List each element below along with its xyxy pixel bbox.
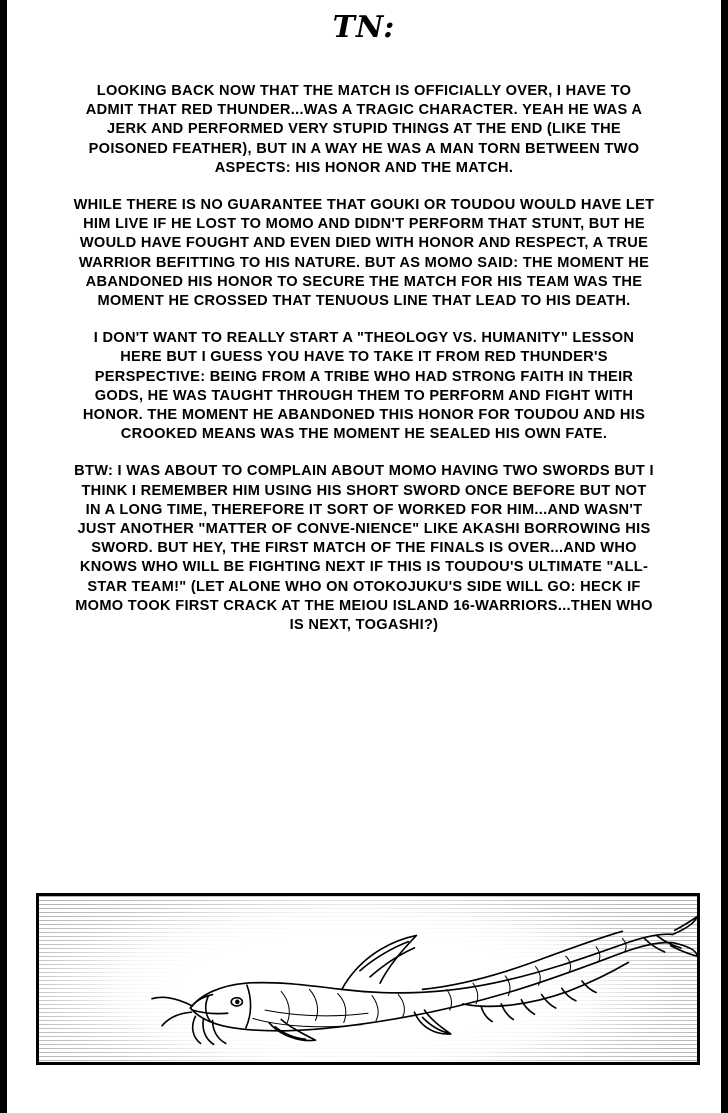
catfish-panel bbox=[36, 893, 700, 1065]
note-paragraph: WHILE THERE IS NO GUARANTEE THAT GOUKI OR TOUDOU WOULD HAVE LET HIM LIVE IF HE LOST TO MOMO AND DIDN'T PERFORM THAT STUNT, BUT HE WOULD HAVE FOUGHT AND EVEN DIED WITH HONOR AND RESPECT, A TRUE WARRIOR BEFITTING TO HIS NATURE. BUT AS MOMO SAID: THE MOMENT HE ABANDONED HIS HONOR TO SECURE THE MATCH FOR HIS TEAM WAS THE MOMENT HE CROSSED THAT TENUOUS LINE THAT LEAD TO HIS DEATH. bbox=[73, 197, 655, 310]
panel-inner bbox=[39, 896, 697, 1062]
note-paragraph: I DON'T WANT TO REALLY START A "THEOLOGY VS. HUMANITY" LESSON HERE BUT I GUESS YOU HAVE TO TAKE IT FROM RED THUNDER'S PERSPECTIVE: BEING FROM A TRIBE WHO HAD STRONG FAITH IN THEIR GODS, HE WAS TAUGHT THROUGH THEM TO PERFORM AND FIGHT WITH HONOR. THE MOMENT HE ABANDONED THIS HONOR FOR TOUDOU AND HIS CROOKED MEANS WAS THE MOMENT HE SEALED HIS OWN FATE. bbox=[82, 330, 646, 443]
note-paragraph: BTW: I WAS ABOUT TO COMPLAIN ABOUT MOMO HAVING TWO SWORDS BUT I THINK I REMEMBER HIM USING HIS SHORT SWORD ONCE BEFORE BUT NOT IN A LONG TIME, THEREFORE IT SORT OF WORKED FOR HIM...AND WASN'T JUST ANOTHER "MATTER OF CONVE-NIENCE" LIKE AKASHI BORROWING HIS SWORD. BUT HEY, THE FIRST MATCH OF THE FINALS IS OVER...AND WHO KNOWS WHO WILL BE FIGHTING NEXT IF THIS IS TOUDOU'S ULTIMATE "ALL-STAR TEAM!" (LET ALONE WHO ON OTOKOJUKU'S SIDE WILL GO: HECK IF MOMO TOOK FIRST CRACK AT THE MEIOU ISLAND 16-WARRIORS...THEN WHO IS NEXT, TOGASHI?) bbox=[74, 463, 654, 634]
translator-note-body bbox=[72, 82, 656, 635]
catfish-drawing bbox=[39, 896, 697, 1062]
page-edge-bar-left bbox=[0, 0, 7, 1113]
page-title: TN: bbox=[332, 10, 396, 45]
page-edge-bar-right bbox=[721, 0, 728, 1113]
note-paragraph: LOOKING BACK NOW THAT THE MATCH IS OFFICIALLY OVER, I HAVE TO ADMIT THAT RED THUNDER...WAS A TRAGIC CHARACTER. YEAH HE WAS A JERK AND PERFORMED VERY STUPID THINGS AT THE END (LIKE THE POISONED FEATHER), BUT IN A WAY HE WAS A MAN TORN BETWEEN TWO ASPECTS: HIS HONOR AND THE MATCH. bbox=[85, 83, 643, 176]
